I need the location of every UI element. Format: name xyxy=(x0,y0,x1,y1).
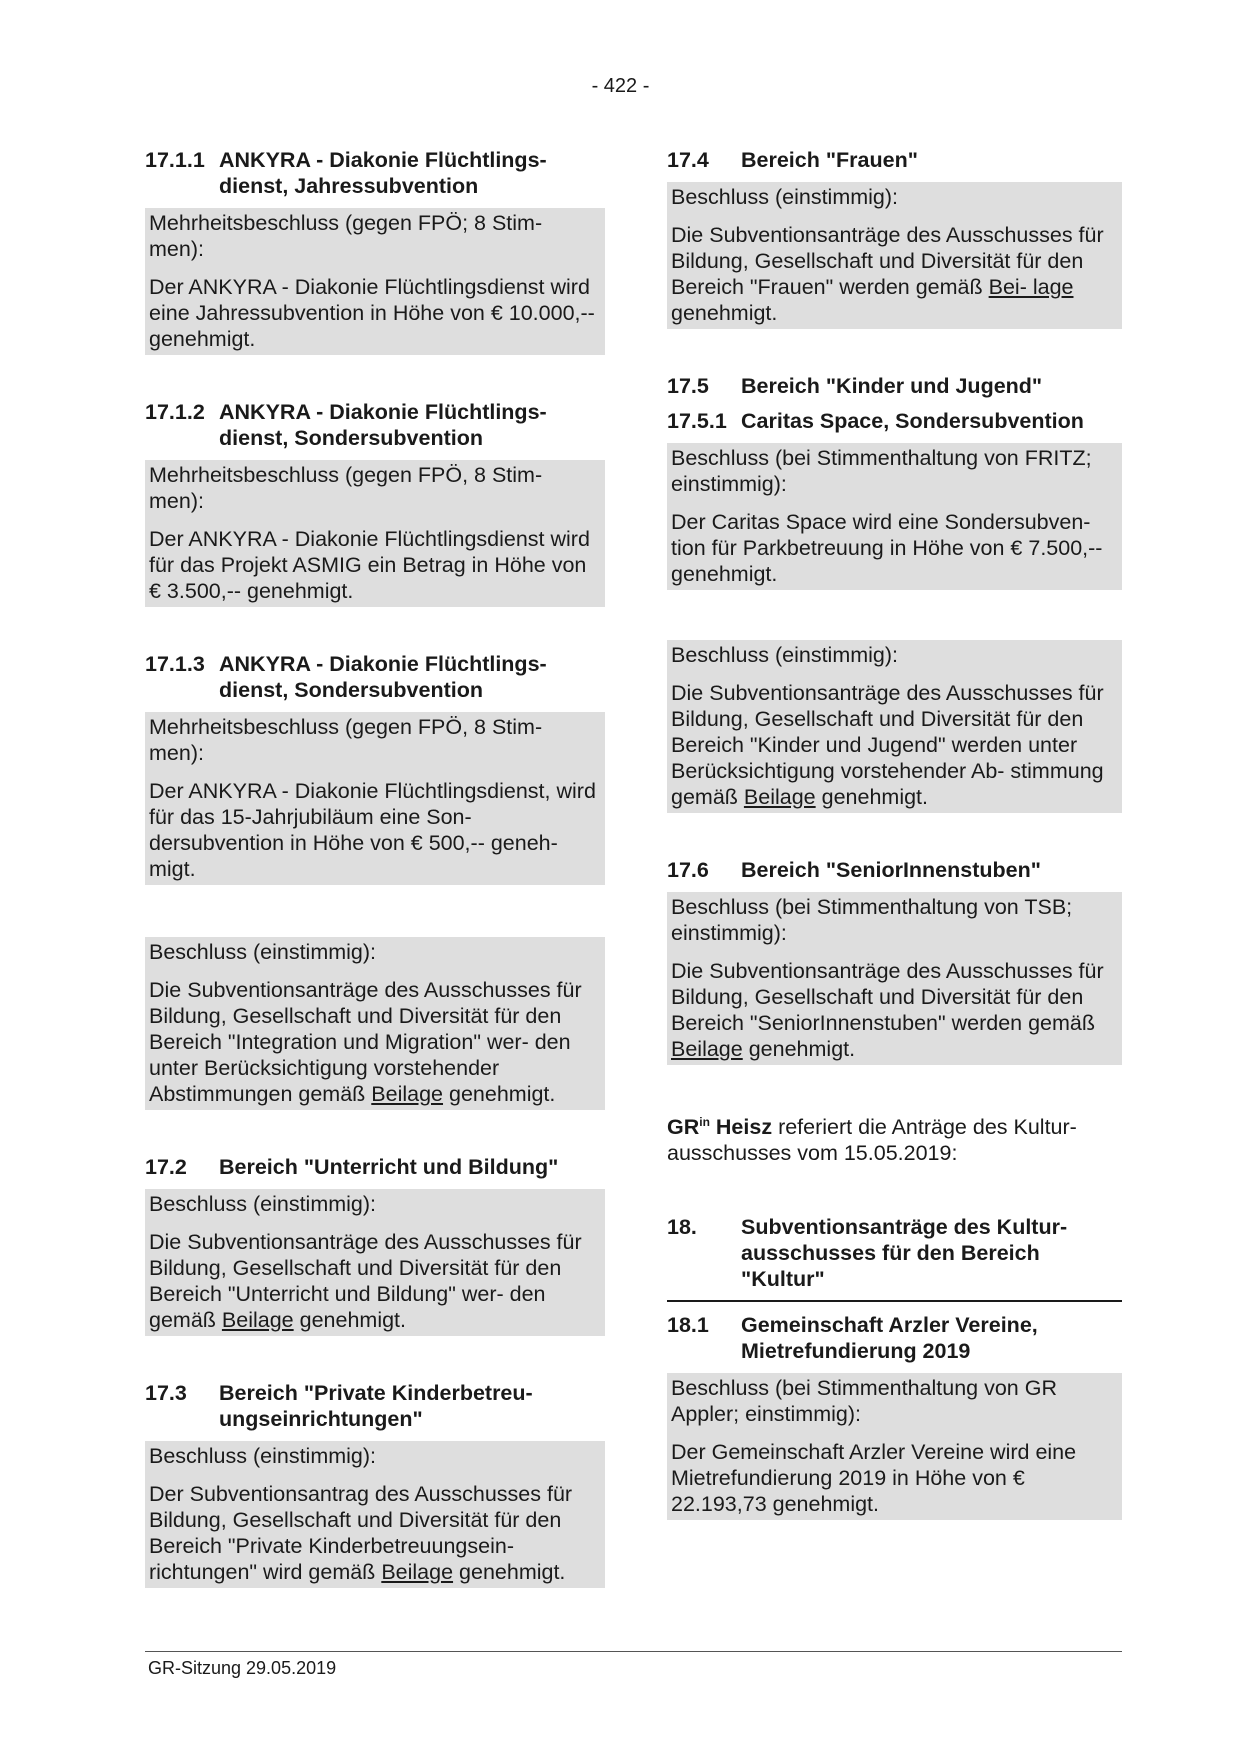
resolution-text: Die Subventionsanträge des Ausschusses für Bildung, Gesellschaft und Diversität für den Bereich "Kinder und Jugend" werden unter Berücksichtigung vorstehender Ab- stimmung gemäß Beilage genehmigt. xyxy=(671,681,1104,809)
resolution-text: Die Subventionsanträge des Ausschusses für Bildung, Gesellschaft und Diversität für den Bereich "SeniorInnenstuben" werden gemäß Beilage genehmigt. xyxy=(671,959,1104,1061)
resolution-box xyxy=(145,460,605,607)
beilage-link[interactable]: Beilage xyxy=(381,1560,454,1584)
section-title: Bereich "Kinder und Jugend" xyxy=(741,374,1043,398)
resolution-text: Die Subventionsanträge des Ausschusses für Bildung, Gesellschaft und Diversität für den Bereich "Frauen" werden gemäß Bei- lage genehmigt. xyxy=(671,223,1104,325)
footer-divider xyxy=(145,1651,1122,1652)
section-heading xyxy=(667,147,1122,173)
section-17-5 xyxy=(667,373,1122,399)
section-number: 17.5.1 xyxy=(667,409,727,433)
section-title: Bereich "Private Kinderbetreu- ungseinrichtungen" xyxy=(219,1381,533,1431)
resolution-text: Der Caritas Space wird eine Sondersubven- tion für Parkbetreuung in Höhe von € 7.500,-- genehmigt. xyxy=(671,510,1103,586)
beilage-link[interactable]: Bei- lage xyxy=(988,275,1074,299)
section-17-6 xyxy=(667,857,1122,1065)
resolution-type: Mehrheitsbeschluss (gegen FPÖ, 8 Stim- men): xyxy=(149,715,543,765)
section-heading xyxy=(667,408,1122,434)
section-heading xyxy=(145,1380,605,1432)
section-17-3 xyxy=(145,1380,605,1588)
section-number: 18. xyxy=(667,1215,697,1240)
beilage-link[interactable]: Beilage xyxy=(221,1308,294,1332)
section-number: 17.5 xyxy=(667,374,709,398)
section-heading xyxy=(667,373,1122,399)
section-17-1-1 xyxy=(145,147,605,355)
section-17-1-2 xyxy=(145,399,605,607)
resolution-box xyxy=(667,892,1122,1065)
section-17-5-summary xyxy=(667,640,1122,813)
section-heading xyxy=(145,399,605,451)
page-number: - 422 - xyxy=(591,75,650,97)
resolution-text: Der Gemeinschaft Arzler Vereine wird eine Mietrefundierung 2019 in Höhe von € 22.193,73 genehmigt. xyxy=(671,1440,1077,1517)
resolution-type: Beschluss (einstimmig): xyxy=(671,185,898,209)
section-heading xyxy=(667,1312,1122,1364)
resolution-type: Beschluss (einstimmig): xyxy=(149,1192,376,1216)
section-17-1-3 xyxy=(145,651,605,885)
referent-title: $GR^{in}$ Heisz xyxy=(667,1115,773,1140)
resolution-text: Der ANKYRA - Diakonie Flüchtlingsdienst wird für das Projekt ASMIG ein Betrag in Höhe von € 3.500,-- genehmigt. xyxy=(149,527,590,603)
resolution-box xyxy=(667,640,1122,813)
section-title: Caritas Space, Sondersubvention xyxy=(741,409,1084,433)
section-number: 17.1.2 xyxy=(145,400,205,424)
section-heading xyxy=(145,1154,605,1180)
section-18-1 xyxy=(667,1312,1122,1520)
section-heading xyxy=(145,147,605,199)
footer-text: GR-Sitzung 29.05.2019 xyxy=(148,1658,337,1678)
resolution-box xyxy=(667,1373,1122,1520)
section-title: ANKYRA - Diakonie Flüchtlings- dienst, Sondersubvention xyxy=(219,652,547,702)
section-heading xyxy=(667,1214,1122,1292)
resolution-box xyxy=(667,443,1122,590)
section-17-1-summary xyxy=(145,937,605,1110)
section-title: Bereich "Unterricht und Bildung" xyxy=(219,1155,559,1179)
right-column xyxy=(667,147,1122,1520)
section-number: 17.1.3 xyxy=(145,652,205,676)
resolution-type: Beschluss (bei Stimmenthaltung von GR Appler; einstimmig): xyxy=(671,1376,1057,1427)
resolution-box xyxy=(667,182,1122,329)
resolution-box xyxy=(145,937,605,1110)
section-number: 17.3 xyxy=(145,1381,187,1405)
section-number: 17.2 xyxy=(145,1155,187,1179)
section-number: 17.6 xyxy=(667,858,709,882)
section-number: 17.1.1 xyxy=(145,148,205,172)
resolution-type: Beschluss (bei Stimmenthaltung von TSB; einstimmig): xyxy=(671,895,1073,945)
resolution-text: Der ANKYRA - Diakonie Flüchtlingsdienst, wird für das 15-Jahrjubiläum eine Son- dersubvention in Höhe von € 500,-- geneh- migt. xyxy=(149,779,596,881)
left-column xyxy=(145,147,605,1588)
resolution-type: Mehrheitsbeschluss (gegen FPÖ, 8 Stim- men): xyxy=(149,463,543,513)
referent-text: referiert die Anträge des Kultur- ausschusses vom 15.05.2019: xyxy=(667,1115,1077,1166)
resolution-box xyxy=(145,1189,605,1336)
section-divider xyxy=(667,1300,1122,1302)
section-heading xyxy=(145,651,605,703)
section-17-2 xyxy=(145,1154,605,1336)
resolution-text: Die Subventionsanträge des Ausschusses für Bildung, Gesellschaft und Diversität für den Bereich "Integration und Migration" wer- den unter Berücksichtigung vorstehender Abstimmungen gemäß Beilage genehmigt. xyxy=(149,978,582,1106)
section-title: ANKYRA - Diakonie Flüchtlings- dienst, Jahressubvention xyxy=(219,148,547,198)
resolution-type: Beschluss (einstimmig): xyxy=(671,643,898,667)
section-title: ANKYRA - Diakonie Flüchtlings- dienst, Sondersubvention xyxy=(219,400,547,450)
resolution-type: Beschluss (einstimmig): xyxy=(149,1444,376,1468)
section-number: 17.4 xyxy=(667,148,709,172)
section-title: Gemeinschaft Arzler Vereine, Mietrefundierung 2019 xyxy=(741,1313,1038,1364)
resolution-text: Die Subventionsanträge des Ausschusses für Bildung, Gesellschaft und Diversität für den Bereich "Unterricht und Bildung" wer- den gemäß Beilage genehmigt. xyxy=(149,1230,582,1332)
section-heading xyxy=(667,857,1122,883)
resolution-type: Beschluss (bei Stimmenthaltung von FRITZ; einstimmig): xyxy=(671,446,1092,496)
resolution-text: Der Subventionsantrag des Ausschusses für Bildung, Gesellschaft und Diversität für den Bereich "Private Kinderbetreuungsein- richtungen" wird gemäß Beilage genehmigt. xyxy=(149,1482,573,1584)
resolution-type: Mehrheitsbeschluss (gegen FPÖ; 8 Stim- men): xyxy=(149,211,543,261)
resolution-box xyxy=(145,712,605,885)
section-17-4 xyxy=(667,147,1122,329)
section-title: Subventionsanträge des Kultur- ausschusses für den Bereich "Kultur" xyxy=(741,1215,1068,1292)
resolution-text: Der ANKYRA - Diakonie Flüchtlingsdienst wird eine Jahressubvention in Höhe von € 10.000,-- genehmigt. xyxy=(149,275,595,351)
section-18 xyxy=(667,1214,1122,1302)
beilage-link[interactable]: Beilage xyxy=(671,1037,743,1061)
referent-paragraph xyxy=(667,1109,1122,1166)
section-title: Bereich "Frauen" xyxy=(741,148,918,172)
resolution-box xyxy=(145,208,605,355)
section-number: 18.1 xyxy=(667,1313,709,1338)
section-title: Bereich "SeniorInnenstuben" xyxy=(741,858,1041,882)
resolution-box xyxy=(145,1441,605,1588)
resolution-type: Beschluss (einstimmig): xyxy=(149,940,376,964)
beilage-link[interactable]: Beilage xyxy=(743,785,816,809)
beilage-link[interactable]: Beilage xyxy=(371,1082,444,1106)
section-17-5-1 xyxy=(667,408,1122,590)
